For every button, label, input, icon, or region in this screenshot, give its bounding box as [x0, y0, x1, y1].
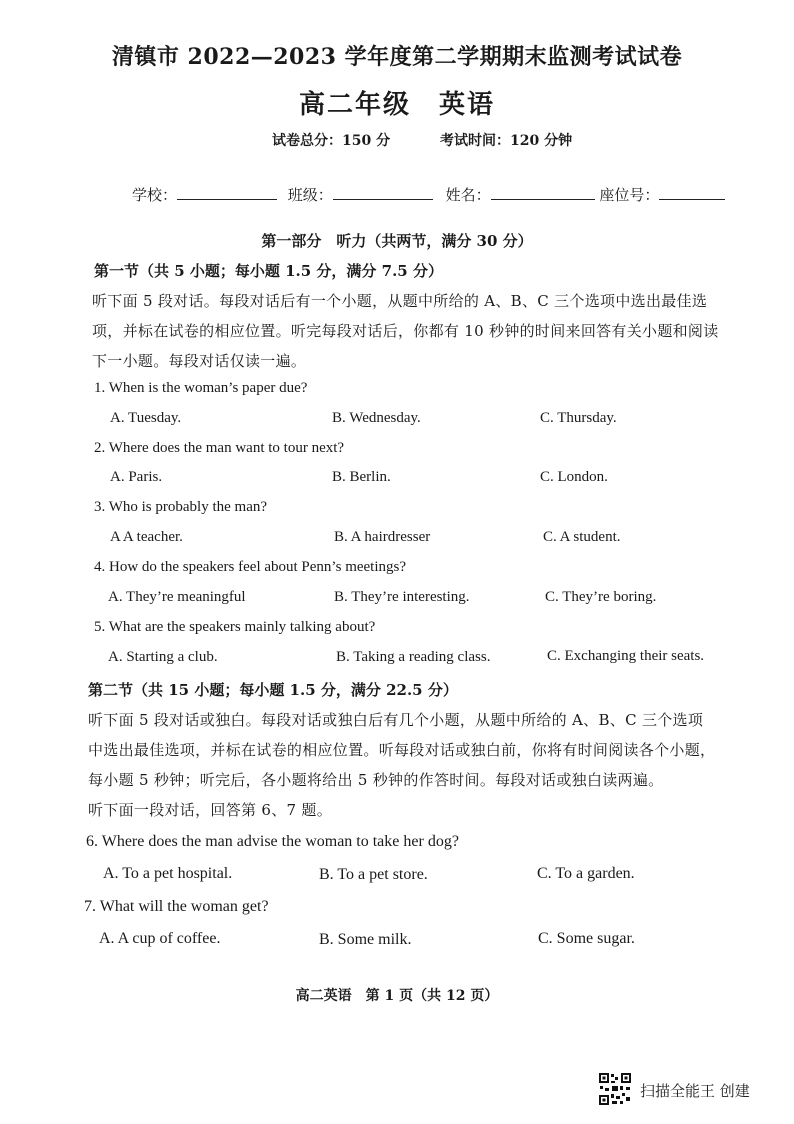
section-two-instruction-line: 听下面一段对话，回答第 6、7 题。: [88, 801, 333, 819]
q1-option-a[interactable]: A. Tuesday.: [110, 410, 182, 426]
q4-option-b[interactable]: B. They’re interesting.: [334, 589, 470, 605]
section-two-instruction-line: 中选出最佳选项，并标在试卷的相应位置。听每段对话或独白前，你将有时间阅读各个小题，: [88, 741, 716, 759]
exam-title: 清镇市 2022—2023 学年度第二学期期末监测考试试卷: [111, 44, 683, 70]
section-two-instruction-line: 每小题 5 秒钟；听完后，各小题将给出 5 秒钟的作答时间。每段对话或独白读两遍。: [88, 771, 664, 789]
question-7: 7. What will the woman get?: [84, 898, 269, 915]
question-4: 4. How do the speakers feel about Penn’s meetings?: [94, 559, 407, 575]
name-label: 姓名：: [445, 186, 491, 204]
q1-option-c[interactable]: C. Thursday.: [540, 410, 617, 426]
qr-code-icon: [598, 1072, 632, 1106]
q6-option-a[interactable]: A. To a pet hospital.: [103, 865, 233, 882]
q4-option-c[interactable]: C. They’re boring.: [545, 589, 657, 605]
class-label: 班级：: [287, 186, 333, 204]
q2-option-a[interactable]: A. Paris.: [110, 469, 163, 485]
class-blank[interactable]: [333, 185, 433, 200]
q7-option-b[interactable]: B. Some milk.: [319, 931, 412, 948]
q4-option-a[interactable]: A. They’re meaningful: [108, 589, 246, 605]
section-one-instruction-line: 听下面 5 段对话。每段对话后有一个小题，从题中所给的 A、B、C 三个选项中选出最佳选: [92, 292, 708, 310]
school-blank[interactable]: [177, 185, 277, 200]
q5-option-a[interactable]: A. Starting a club.: [108, 649, 218, 665]
exam-time: 考试时间：120 分钟: [440, 133, 573, 149]
scanner-watermark: 扫描全能王 创建: [640, 1082, 750, 1100]
page-footer: 高二英语 第 1 页（共 12 页）: [295, 988, 499, 1004]
q2-option-c[interactable]: C. London.: [540, 469, 608, 485]
name-blank[interactable]: [491, 185, 595, 200]
section-two-title: 第二节（共 15 小题；每小题 1.5 分，满分 22.5 分）: [88, 681, 458, 699]
part-one-title: 第一部分 听力（共两节，满分 30 分）: [261, 232, 533, 250]
q1-option-b[interactable]: B. Wednesday.: [332, 410, 421, 426]
section-one-instruction-line: 下一小题。每段对话仅读一遍。: [92, 352, 307, 370]
question-5: 5. What are the speakers mainly talking about?: [94, 619, 376, 635]
q3-option-b[interactable]: B. A hairdresser: [334, 529, 431, 545]
q5-option-b[interactable]: B. Taking a reading class.: [336, 649, 491, 665]
q3-option-a[interactable]: A A teacher.: [110, 529, 183, 545]
q5-option-c[interactable]: C. Exchanging their seats.: [547, 648, 705, 664]
q2-option-b[interactable]: B. Berlin.: [332, 469, 391, 485]
question-3: 3. Who is probably the man?: [94, 499, 268, 515]
exam-subtitle: 高二年级 英语: [298, 90, 495, 120]
q7-option-a[interactable]: A. A cup of coffee.: [99, 930, 221, 947]
seat-label: 座位号：: [599, 186, 660, 204]
q6-option-c[interactable]: C. To a garden.: [537, 865, 635, 882]
section-one-title: 第一节（共 5 小题；每小题 1.5 分，满分 7.5 分）: [94, 262, 443, 280]
section-one-instruction-line: 项，并标在试卷的相应位置。听完每段对话后，你都有 10 秒钟的时间来回答有关小题和阅读: [92, 322, 719, 340]
total-score: 试卷总分：150 分: [272, 133, 391, 149]
info-row: [132, 184, 725, 205]
seat-blank[interactable]: [659, 185, 725, 200]
school-label: 学校：: [132, 186, 178, 204]
question-1: 1. When is the woman’s paper due?: [94, 380, 308, 396]
section-two-instruction-line: 听下面 5 段对话或独白。每段对话或独白后有几个小题，从题中所给的 A、B、C 三个选项: [88, 711, 704, 729]
q6-option-b[interactable]: B. To a pet store.: [319, 866, 428, 883]
question-6: 6. Where does the man advise the woman to take her dog?: [86, 833, 459, 850]
q7-option-c[interactable]: C. Some sugar.: [538, 930, 635, 947]
q3-option-c[interactable]: C. A student.: [543, 529, 621, 545]
question-2: 2. Where does the man want to tour next?: [94, 440, 345, 456]
